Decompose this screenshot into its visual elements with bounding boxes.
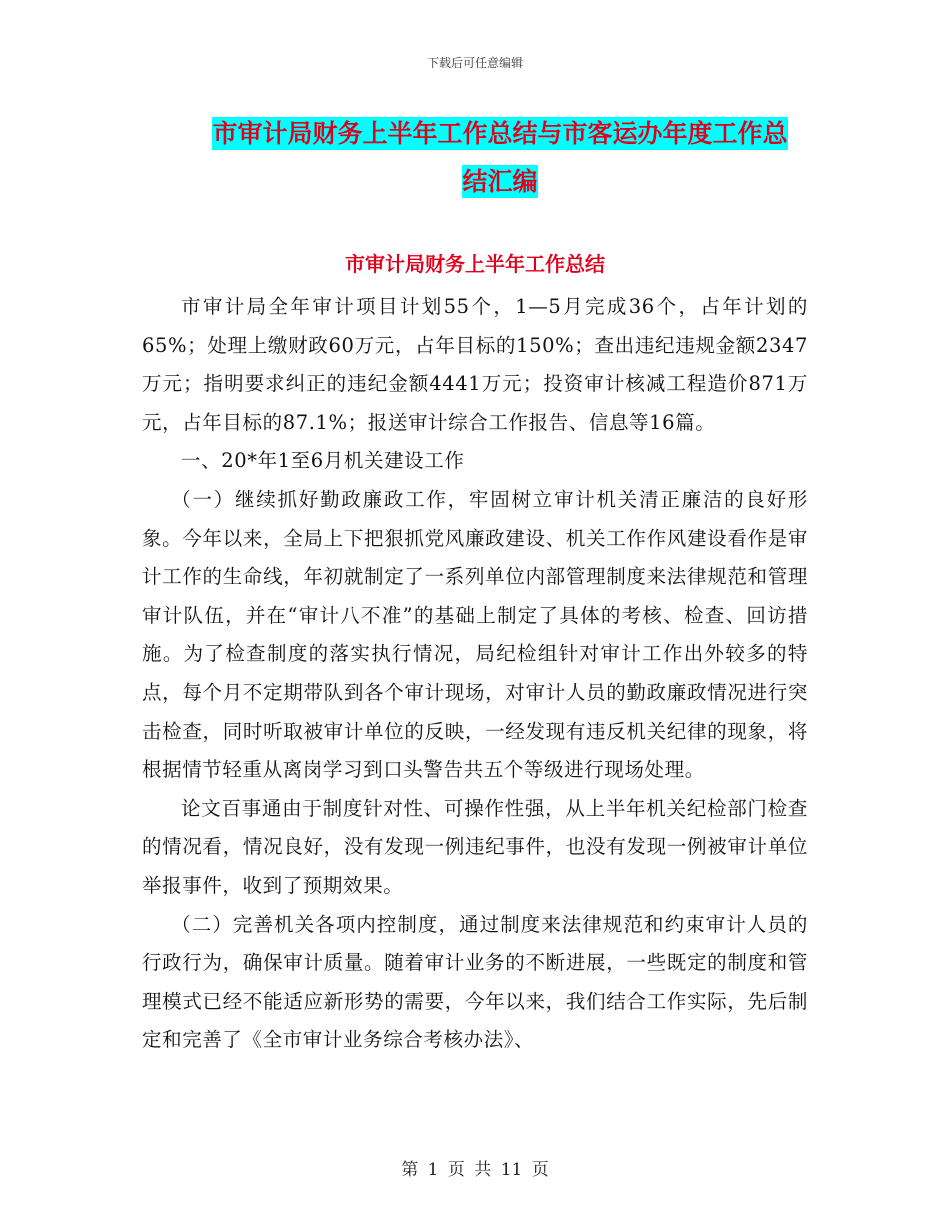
section-title: 市审计局财务上半年工作总结 (345, 252, 605, 276)
paragraph-item-1: （一）继续抓好勤政廉政工作，牢固树立审计机关清正廉洁的良好形象。今年以来，全局上下把狠抓党风廉政建设、机关工作作风建设看作是审计工作的生命线，年初就制定了一系列单位内部管理制度来法律规范和管理审计队伍，并在“审计八不准”的基础上制定了具体的考核、检查、回访措施。为了检查制度的落实执行情况，局纪检组针对审计工作出外较多的特点，每个月不定期带队到各个审计现场，对审计人员的勤政廉政情况进行突击检查，同时听取被审计单位的反映，一经发现有违反机关纪律的现象，将根据情节轻重从离岗学习到口头警告共五个等级进行现场处理。 (142, 487, 808, 782)
header-note: 下载后可任意编辑 (426, 56, 523, 70)
document-title-line-1: 市审计局财务上半年工作总结与市客运办年度工作总 (212, 119, 788, 148)
paragraph-effect: 论文百事通由于制度针对性、可操作性强，从上半年机关纪检部门检查的情况看，情况良好，没有发现一例违纪事件，也没有发现一例被审计单位举报事件，收到了预期效果。 (142, 796, 808, 897)
page-number: 第 1 页 共 11 页 (401, 1160, 549, 1180)
document-body (142, 288, 808, 1060)
paragraph-item-2: （二）完善机关各项内控制度，通过制度来法律规范和约束审计人员的行政行为，确保审计质量。随着审计业务的不断进展，一些既定的制度和管理模式已经不能适应新形势的需要，今年以来，我们结合工作实际，先后制定和完善了《全市审计业务综合考核办法》、 (142, 912, 808, 1052)
document-title-line-2: 结汇编 (462, 167, 538, 196)
paragraph-summary: 市审计局全年审计项目计划55个，1—5月完成36个，占年计划的65%；处理上缴财政60万元，占年目标的150%；查出违纪违规金额2347万元；指明要求纠正的违纪金额4441万元；投资审计核减工程造价871万元，占年目标的87.1%；报送审计综合工作报告、信息等16篇。 (142, 295, 808, 434)
document-title (140, 110, 860, 206)
paragraph-heading-1: 一、20*年1至6月机关建设工作 (181, 449, 465, 473)
